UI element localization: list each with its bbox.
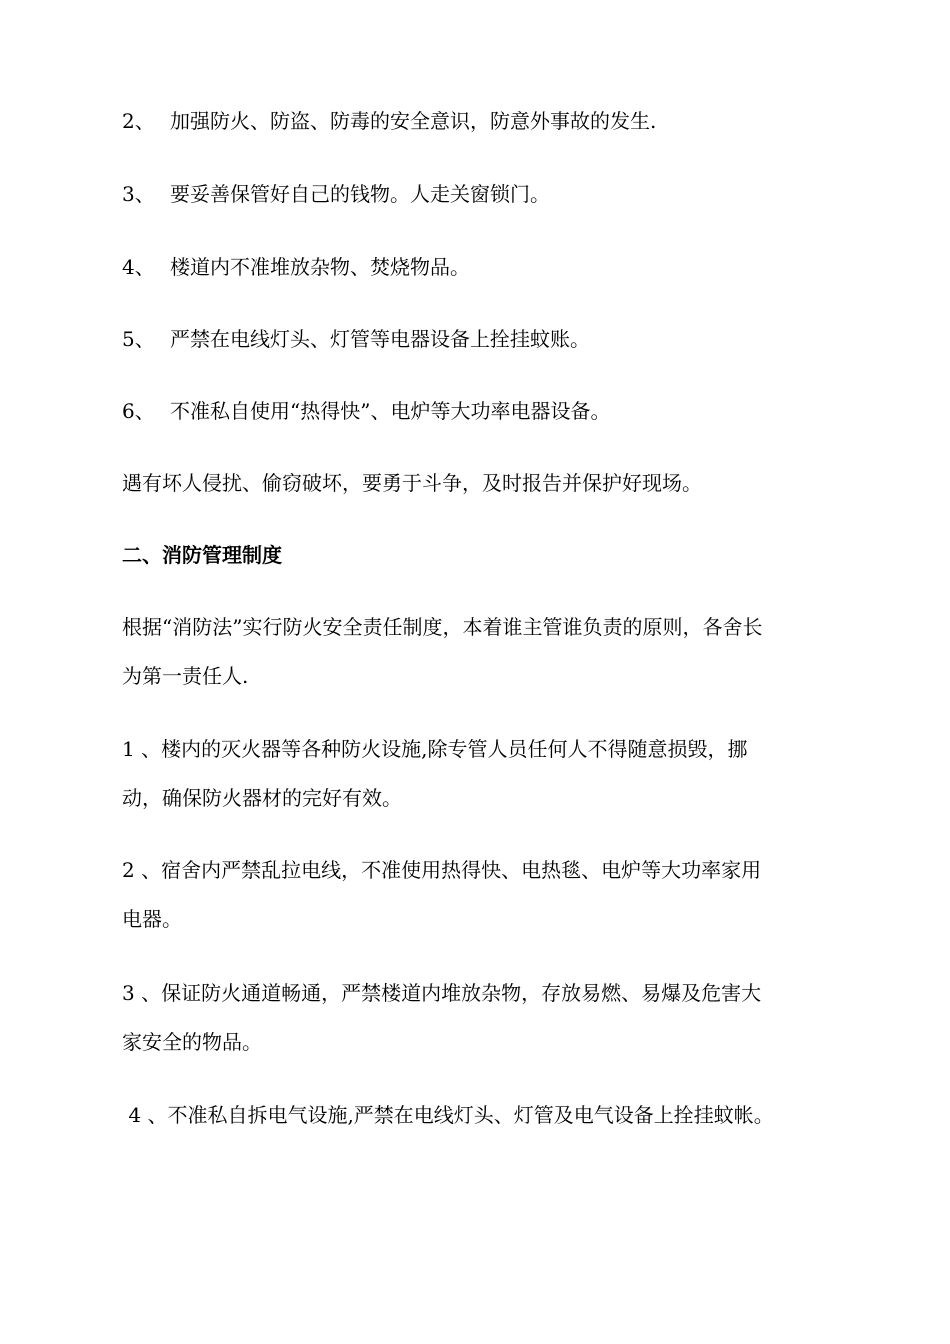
list-item [122, 181, 842, 207]
rule-item-line: 电器。 [122, 907, 182, 931]
list-item-text: 要妥善保管好自己的钱物。人走关窗锁门。 [170, 182, 550, 206]
list-item-number: 4、 [122, 255, 155, 279]
rule-item-line: 家安全的物品。 [122, 1030, 262, 1054]
note-paragraph: 遇有坏人侵扰、偷窃破坏，要勇于斗争，及时报告并保护好现场。 [122, 471, 702, 495]
list-item-text: 加强防火、防盗、防毒的安全意识，防意外事故的发生. [170, 109, 657, 133]
intro-line: 为第一责任人. [122, 664, 249, 688]
list-item [122, 254, 842, 280]
list-item [122, 398, 842, 424]
intro-line: 根据“消防法”实行防火安全责任制度，本着谁主管谁负责的原则，各舍长 [122, 615, 763, 639]
list-item [122, 326, 842, 352]
rule-item-line: 4 、不准私自拆电气设施,严禁在电线灯头、灯管及电气设备上拴挂蚊帐。 [122, 1103, 774, 1127]
rule-item-line: 2 、宿舍内严禁乱拉电线，不准使用热得快、电热毯、电炉等大功率家用 [122, 858, 762, 882]
list-item-text: 楼道内不准堆放杂物、焚烧物品。 [170, 255, 470, 279]
list-item-number: 5、 [122, 327, 155, 351]
section-heading: 二、消防管理制度 [122, 543, 282, 567]
rule-item-line: 3 、保证防火通道畅通，严禁楼道内堆放杂物，存放易燃、易爆及危害大 [122, 981, 762, 1005]
list-item-text: 不准私自使用“热得快”、电炉等大功率电器设备。 [170, 399, 611, 423]
list-item [122, 108, 842, 134]
list-item-text: 严禁在电线灯头、灯管等电器设备上拴挂蚊账。 [170, 327, 590, 351]
rule-item-line: 1 、楼内的灭火器等各种防火设施,除专管人员任何人不得随意损毁，挪 [122, 737, 748, 761]
list-item-number: 2、 [122, 109, 155, 133]
rule-item-line: 动，确保防火器材的完好有效。 [122, 786, 402, 810]
list-item-number: 3、 [122, 182, 155, 206]
list-item-number: 6、 [122, 399, 155, 423]
